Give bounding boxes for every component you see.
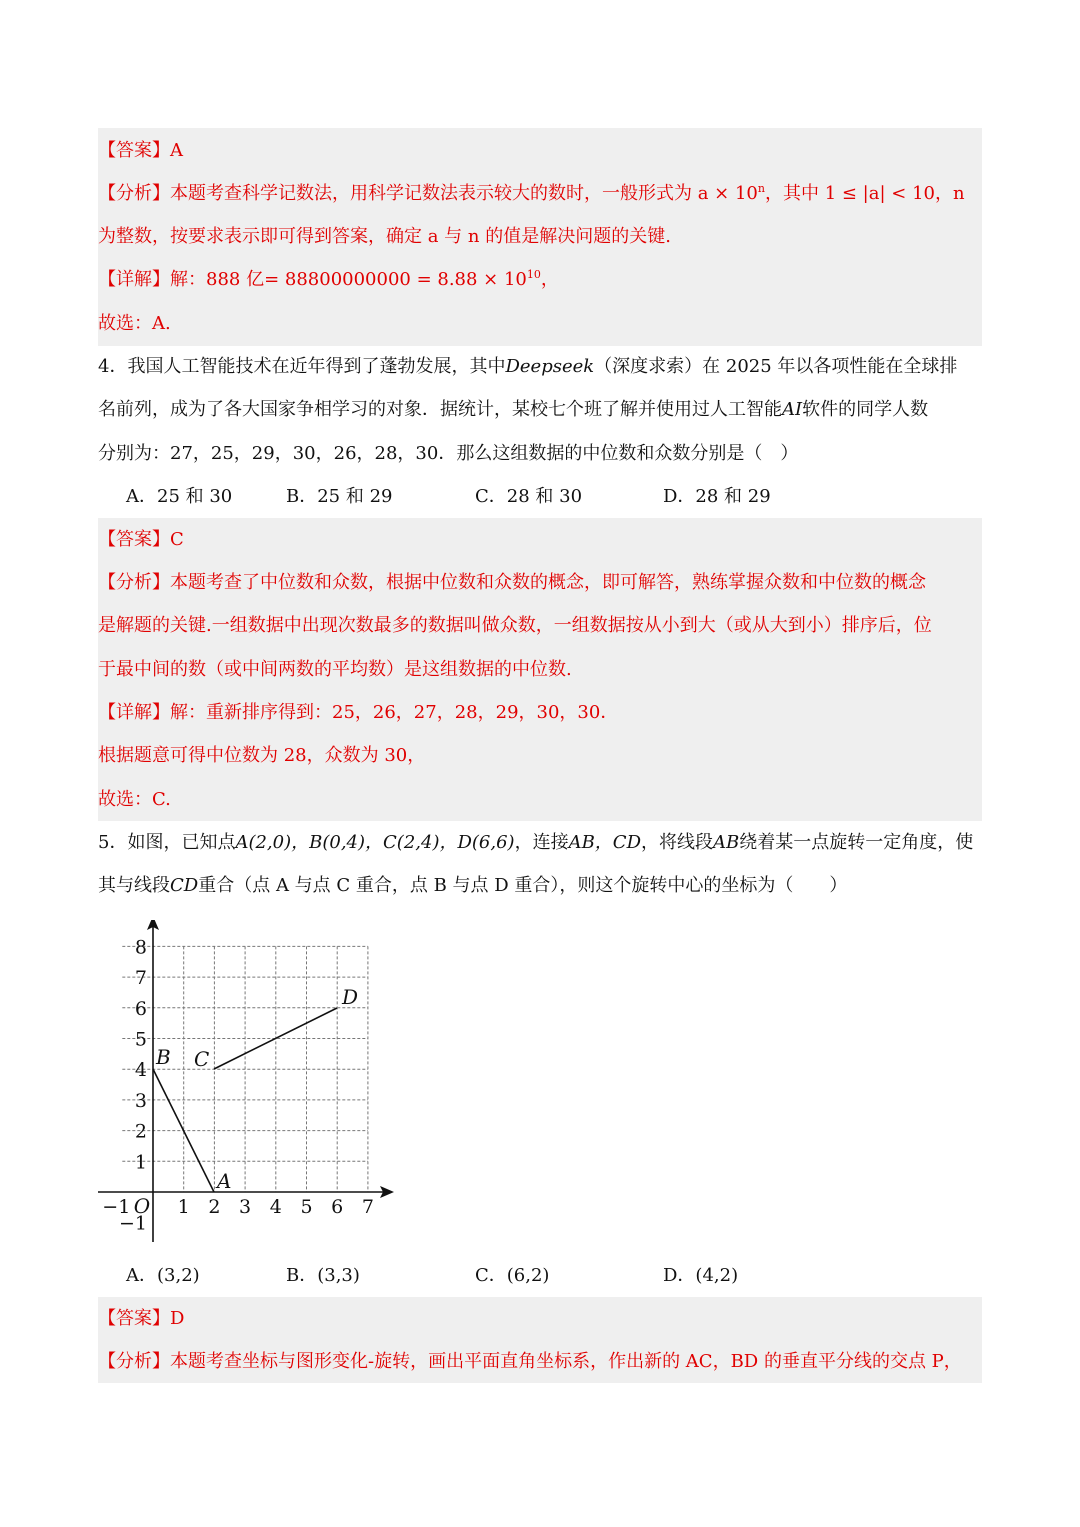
analysis-text: 本题考查了中位数和众数，根据中位数和众数的概念，即可解答，熟练掌握众数和中位数的概念: [170, 572, 926, 593]
q5-option-c[interactable]: C．(6,2): [475, 1265, 550, 1286]
x-tick-label: −1: [102, 1196, 131, 1218]
analysis-tag: 【分析】: [98, 572, 170, 593]
y-tick-label: 6: [134, 997, 147, 1020]
x-tick-label: 2: [208, 1196, 221, 1218]
stem-text: 其与线段: [98, 875, 170, 896]
answer-tag: 【答案】: [98, 140, 170, 161]
y-tick-label: 3: [134, 1089, 147, 1112]
y-tick-label: 5: [134, 1028, 147, 1051]
analysis-tag: 【分析】: [98, 183, 170, 204]
q3-choose: 故选：A.: [98, 313, 171, 334]
q4-option-b[interactable]: B．25 和 29: [286, 486, 393, 507]
q5-stem-line-1: [98, 831, 973, 855]
y-tick-label: 4: [134, 1059, 147, 1082]
q5-stem-line-2: [98, 874, 847, 898]
stem-italic: AI: [782, 399, 803, 420]
answer-value: D: [170, 1308, 185, 1329]
q4-analysis-line-2: 是解题的关键.一组数据中出现次数最多的数据叫做众数，一组数据按从小到大（或从大到小）排序后，位: [98, 615, 932, 636]
q5-option-b[interactable]: B．(3,3): [286, 1265, 360, 1286]
q3-detail-line: [98, 268, 559, 292]
q4-stem-line-2: [98, 398, 928, 422]
q3-analysis-line-1: [98, 182, 965, 206]
exponent: n: [757, 182, 765, 195]
answer-tag: 【答案】: [98, 1308, 170, 1329]
q4-analysis-line-3: 于最中间的数（或中间两数的平均数）是这组数据的中位数.: [98, 659, 572, 680]
q3-analysis-line-2: 为整数，按要求表示即可得到答案，确定 a 与 n 的值是解决问题的关键.: [98, 226, 671, 247]
q4-option-d[interactable]: D．28 和 29: [663, 486, 771, 507]
q4-stem-line-1: [98, 355, 957, 379]
x-tick-label: 4: [269, 1196, 282, 1218]
stem-text: （深度求索）在 2025 年以各项性能在全球排: [594, 356, 958, 377]
q4-detail-line-2: 根据题意可得中位数为 28，众数为 30，: [98, 745, 426, 766]
detail-tag: 【详解】: [98, 702, 170, 723]
point-label-d: D: [342, 985, 359, 1009]
grid: [122, 946, 368, 1192]
detail-text: 解：重新排序得到：25，26，27，28，29，30，30．: [170, 702, 619, 723]
point-label-a: A: [217, 1169, 232, 1193]
q3-answer-line: [98, 139, 183, 163]
q4-choose: 故选：C.: [98, 789, 171, 810]
point-label-b: B: [156, 1045, 171, 1069]
origin-label: O: [133, 1194, 151, 1218]
stem-italic: CD: [170, 875, 199, 896]
detail-tag: 【详解】: [98, 269, 170, 290]
q4-option-c[interactable]: C．28 和 30: [475, 486, 583, 507]
y-tick-label: 7: [134, 967, 147, 990]
x-tick-label: 7: [361, 1196, 374, 1218]
q5-option-a[interactable]: A．(3,2): [126, 1265, 200, 1286]
analysis-tag: 【分析】: [98, 1351, 170, 1372]
y-tick-label: 1: [134, 1151, 147, 1174]
point-label-c: C: [194, 1047, 210, 1071]
y-tick-label: −1: [118, 1212, 147, 1235]
q5-analysis-line-1: [98, 1350, 962, 1374]
analysis-text: 本题考查科学记数法，用科学记数法表示较大的数时，一般形式为 a × 10: [170, 183, 758, 204]
stem-italic: AB: [713, 832, 740, 853]
detail-text: ，: [540, 269, 559, 290]
stem-text: 4．我国人工智能技术在近年得到了蓬勃发展，其中: [98, 356, 506, 377]
q4-analysis-line-1: [98, 571, 926, 595]
y-tick-label: 8: [134, 936, 147, 959]
stem-text: ，将线段: [641, 832, 714, 853]
q5-answer-line: [98, 1307, 184, 1331]
exponent: 10: [526, 268, 541, 281]
stem-italic: A(2,0)，B(0,4)，C(2,4)，D(6,6): [235, 832, 515, 853]
x-tick-label: 6: [331, 1196, 344, 1218]
stem-text: ，连接: [514, 832, 569, 853]
analysis-text: 本题考查坐标与图形变化-旋转，画出平面直角坐标系，作出新的 AC，BD 的垂直平分线的交点 P，: [170, 1351, 962, 1372]
x-tick-label: 5: [300, 1196, 313, 1218]
analysis-text: ，其中 1 ≤ |a| < 10，n: [764, 183, 965, 204]
stem-italic: Deepseek: [505, 356, 595, 377]
stem-text: 名前列，成为了各大国家争相学习的对象．据统计，某校七个班了解并使用过人工智能: [98, 399, 782, 420]
x-tick-label: 1: [177, 1196, 190, 1218]
y-tick-label: 2: [134, 1120, 147, 1143]
stem-text: 软件的同学人数: [802, 399, 929, 420]
stem-text: 重合（点 A 与点 C 重合，点 B 与点 D 重合），则这个旋转中心的坐标为（ ）: [198, 875, 848, 896]
answer-value: A: [170, 140, 183, 161]
answer-value: C: [170, 529, 184, 550]
q4-option-a[interactable]: A．25 和 30: [126, 486, 233, 507]
coordinate-figure: [92, 920, 402, 1250]
q5-option-d[interactable]: D．(4,2): [663, 1265, 739, 1286]
stem-text: 绕着某一点旋转一定角度，使: [739, 832, 974, 853]
stem-italic: AB，CD: [568, 832, 642, 853]
detail-text: 解：888 亿= 88800000000 = 8.88 × 10: [170, 269, 527, 290]
q4-detail-line-1: [98, 701, 618, 725]
q4-answer-line: [98, 528, 184, 552]
q4-stem-line-3: 分别为：27，25，29，30，26，28，30．那么这组数据的中位数和众数分别是（ ）: [98, 443, 799, 464]
stem-text: 5．如图，已知点: [98, 832, 236, 853]
x-tick-label: 3: [239, 1196, 252, 1218]
answer-tag: 【答案】: [98, 529, 170, 550]
